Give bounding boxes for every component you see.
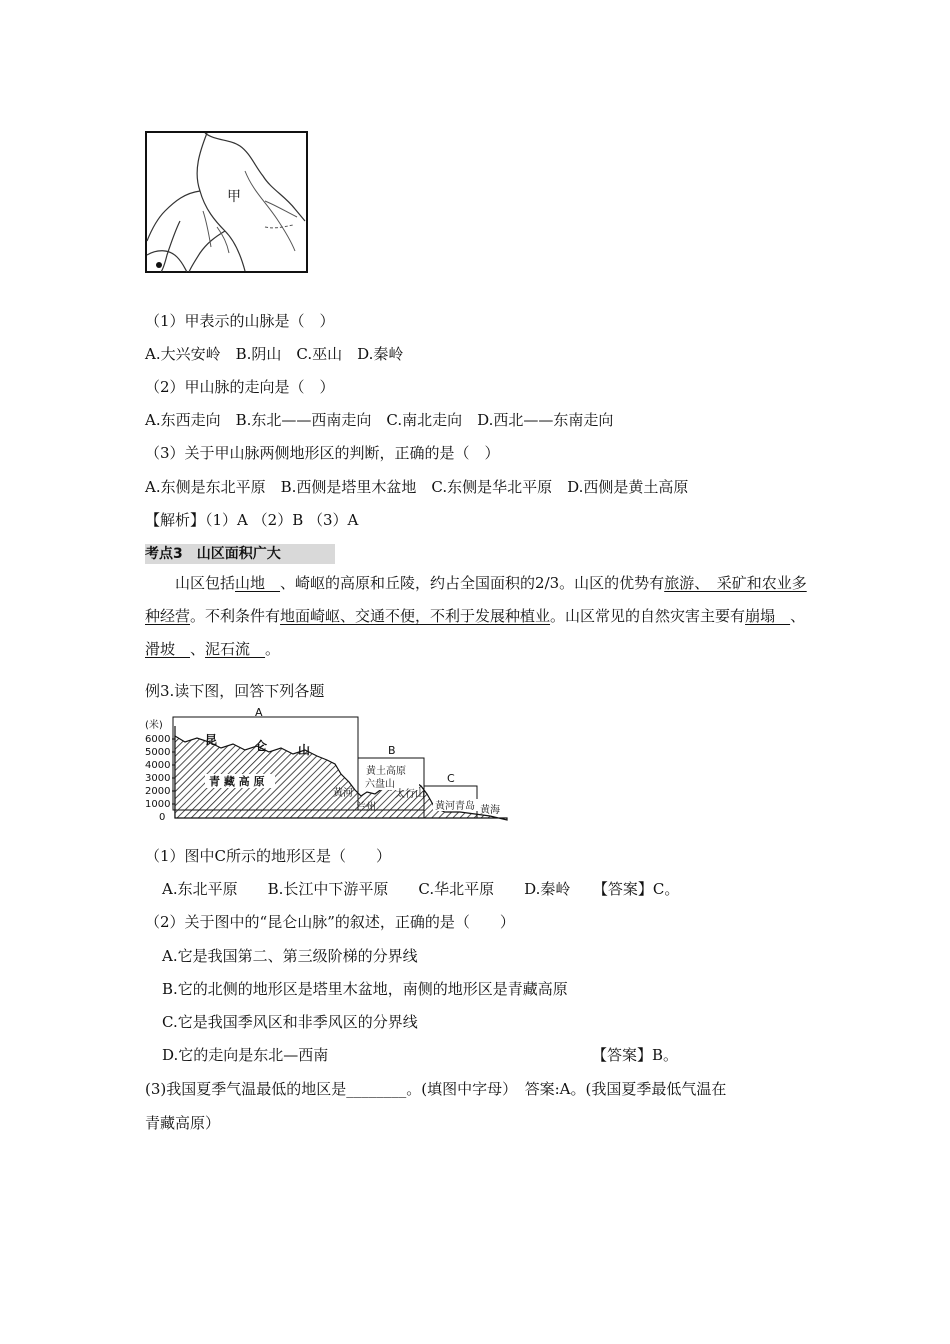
blank-landslide: 滑坡 (145, 640, 191, 658)
tick-2000: 2000 (145, 786, 171, 797)
q1-options-3: A.东侧是东北平原 B.西侧是塔里木盆地 C.东侧是华北平原 D.西侧是黄土高原 (145, 478, 689, 496)
blank-advantages: 旅游、 采矿和农业多种经营 (145, 574, 807, 625)
mountain-paragraph (145, 567, 810, 666)
q2-question-1: （1）图中C所示的地形区是（ ） (145, 847, 392, 865)
tick-5000: 5000 (145, 747, 171, 758)
label-liupan: 六盘山 (365, 779, 395, 790)
q2-answer-2: 【答案】B。 (592, 1046, 679, 1064)
q2-option-d: D.它的走向是东北—西南 (162, 1046, 329, 1064)
q2-question-2: （2）关于图中的“昆仑山脉”的叙述，正确的是（ ） (145, 913, 515, 931)
example-title: 例3.读下图，回答下列各题 (145, 682, 325, 700)
para-text-4: 。山区常见的自然灾害主要有 (550, 607, 746, 625)
blank-debris-flow: 泥石流 (205, 640, 266, 658)
label-loess-plateau: 黄土高原 (366, 766, 406, 777)
tick-0: 0 (159, 812, 166, 823)
label-region-c: C (447, 772, 455, 785)
q1-question-1: （1）甲表示的山脉是（ ） (145, 312, 335, 330)
tick-4000: 4000 (145, 760, 171, 771)
para-text-6: 、 (190, 640, 206, 658)
label-qingzang-plateau: 青 藏 高 原 (209, 775, 265, 788)
terrain-profile (145, 708, 515, 826)
tick-3000: 3000 (145, 773, 171, 784)
para-text-7: 。 (265, 640, 281, 658)
label-region-b: B (388, 744, 396, 757)
blank-collapse: 崩塌 (745, 607, 791, 625)
label-region-a: A (255, 708, 263, 719)
q1-question-2: （2）甲山脉的走向是（ ） (145, 378, 335, 396)
para-text-3: 。不利条件有 (190, 607, 281, 625)
label-qingdao: 黄河青岛 (435, 801, 475, 812)
q1-analysis: 【解析】（1）A （2）B （3）A (145, 511, 359, 529)
q2-option-a: A.它是我国第二、第三级阶梯的分界线 (162, 947, 418, 965)
label-huanghai: 黄海 (480, 805, 500, 816)
label-kun: 昆 (205, 733, 218, 747)
section-header: 考点3 山区面积广大 (145, 544, 335, 564)
label-lun: 仑 (255, 739, 268, 753)
northeast-map (145, 131, 308, 273)
para-text-2: 、崎岖的高原和丘陵，约占全国面积的2/3。山区的优势有 (280, 574, 665, 592)
label-taihang: 太行山 (395, 789, 425, 800)
para-text-1: 山区包括 (175, 574, 236, 592)
blank-mountain: 山地 (235, 574, 281, 592)
q2-option-c: C.它是我国季风区和非季风区的分界线 (162, 1013, 418, 1031)
label-lanzhou: 兰州 (356, 802, 376, 813)
map-label-jia: 甲 (227, 189, 241, 205)
q1-options-2: A.东西走向 B.东北——西南走向 C.南北走向 D.西北——东南走向 (145, 411, 614, 429)
label-shan: 山 (298, 743, 311, 757)
q2-question-3: (3)我国夏季气温最低的地区是________。(填图中字母） 答案:A。(我国夏季最低气温在 (145, 1080, 727, 1098)
blank-disadvantages: 地面崎岖、交通不便，不利于发展种植业 (280, 607, 551, 625)
q2-question-3-cont: 青藏高原） (145, 1114, 221, 1132)
para-text-5: 、 (790, 607, 806, 625)
q2-option-b: B.它的北侧的地形区是塔里木盆地，南侧的地形区是青藏高原 (162, 980, 568, 998)
tick-1000: 1000 (145, 799, 171, 810)
y-axis-unit: (米) (145, 720, 163, 731)
q1-question-3: （3）关于甲山脉两侧地形区的判断，正确的是（ ） (145, 444, 500, 462)
tick-6000: 6000 (145, 734, 171, 745)
label-huanghe: 黄河 (333, 788, 353, 799)
q1-options-1: A.大兴安岭 B.阴山 C.巫山 D.秦岭 (145, 345, 404, 363)
q2-options-1: A.东北平原 B.长江中下游平原 C.华北平原 D.秦岭 【答案】C。 (162, 880, 680, 898)
